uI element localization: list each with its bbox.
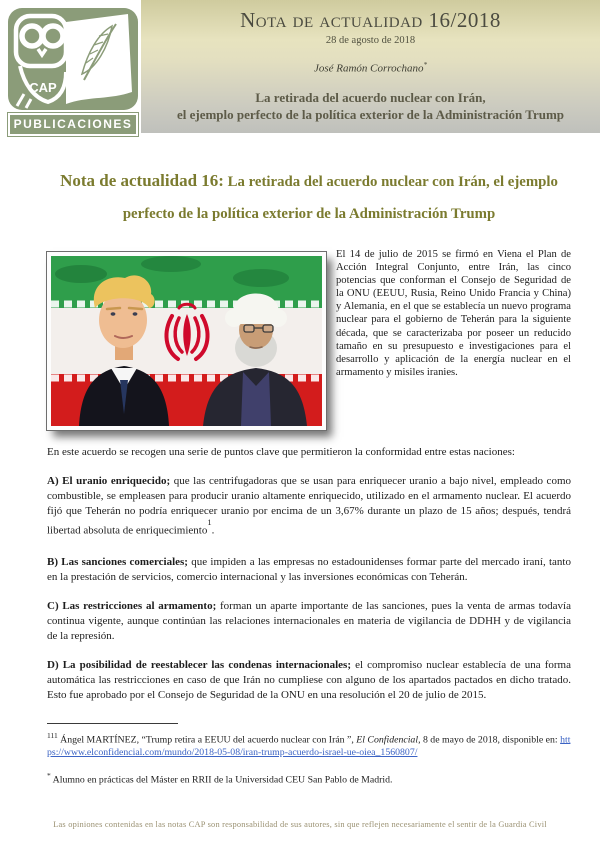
newsletter-title: Nota de actualidad 16/2018 bbox=[240, 8, 501, 32]
publicaciones-banner: PUBLICACIONES bbox=[8, 113, 138, 136]
header-subtitle-line2: el ejemplo perfecto de la política exterior de la Administración Trump bbox=[176, 106, 565, 122]
footnote-author-marker: * bbox=[47, 770, 51, 780]
cap-logo-square bbox=[8, 8, 138, 110]
footer-disclaimer: Las opiniones contenidas en las notas CAP son responsabilidad de sus autores, sin que reflejen necesariamente el sentir de la Guardia Civil bbox=[53, 820, 547, 829]
footnote-1-text: Ángel MARTÍNEZ, “Trump retira a EEUU del acuerdo nuclear con Irán ”, bbox=[57, 733, 357, 745]
intro-paragraph: El 14 de julio de 2015 se firmó en Viena el Plan de Acción Integral Conjunto, entre Irán, las cinco potencias que conforman el Consejo de Seguridad de la ONU (EEUU, Rusia, Reino Unido Francia y China) y Alemania, en el que se establecía un nuevo programa nuclear para el gobierno de Teherán para la siguiente década, que se caracterizaba por poseer un reducido tamaño en su presupuesto e investigaciones para el desarrollo y aplicación de la energía nuclear en el armamento y misiles iranies. bbox=[336, 249, 571, 378]
footnote-1-source: El Confidencial bbox=[356, 733, 419, 745]
cap-acronym: CAP bbox=[29, 80, 57, 95]
point-a-lead: A) El uranio enriquecido; bbox=[47, 475, 171, 487]
point-a-text: que las centrifugadoras que se usan para enriquecer uranio a bajo nivel, empleado como combustible, se empleasen para producir uranio altamente enriquecido, utilizado en el armamento nuclear. El acuerdo fijó que Teherán no podría enriquecer uranio por encima de un 3,67% durante un plazo de 15 años; después, tendrá libertad absoluta de enriquecimiento bbox=[47, 475, 571, 537]
footnote-author bbox=[47, 769, 571, 787]
flag-texture bbox=[141, 256, 201, 272]
author-name: José Ramón Corrochano bbox=[313, 62, 424, 75]
owl-beak bbox=[38, 49, 46, 55]
issue-date: 28 de agosto de 2018 bbox=[325, 35, 416, 46]
article-heading-rest: La retirada del acuerdo nuclear con Irán, el ejemplo perfecto de la política exterior de la Administración Trump bbox=[122, 174, 558, 222]
header-band bbox=[141, 0, 600, 133]
footnote-1-link[interactable]: https://www.elconfidencial.com/mundo/2018-05-08/iran-trump-acuerdo-israel-ue-oiea_1560807/ bbox=[47, 733, 571, 759]
article-heading bbox=[55, 163, 563, 227]
footnote-author-text: Alumno en prácticas del Máster en RRII de la Universidad CEU San Pablo de Madrid. bbox=[50, 774, 393, 786]
point-a-paragraph bbox=[47, 474, 571, 539]
point-d-paragraph bbox=[47, 658, 571, 703]
article-heading-lead: Nota de actualidad 16: bbox=[60, 171, 224, 190]
trump-rouhani-photo bbox=[47, 252, 326, 430]
lead-in-paragraph: En este acuerdo se recogen una serie de puntos clave que permitieron la conformidad entre estas naciones: bbox=[47, 446, 515, 458]
point-b-paragraph bbox=[47, 555, 571, 585]
point-d-lead: D) La posibilidad de reestablecer las condenas internacionales; bbox=[47, 658, 351, 671]
point-d-text: el compromiso nuclear establecía de una forma automática las restricciones en caso de que Irán no cumpliese con alguno de los apartados pactados en dicho tratado. Esto fue aprobado por el Consejo de Seguridad de la ONU en una resolución el 20 de julio de 2015. bbox=[47, 658, 571, 701]
footnote-ref-1: 1 bbox=[207, 517, 212, 527]
flag-texture bbox=[233, 269, 289, 287]
point-b-lead: B) Las sanciones comerciales; bbox=[47, 555, 188, 568]
owl-book-feather-icon bbox=[8, 8, 138, 110]
footnote-1 bbox=[47, 729, 571, 760]
point-a-tail: . bbox=[211, 524, 215, 537]
author-footnote-mark: * bbox=[423, 61, 428, 69]
footnote-separator bbox=[47, 723, 178, 724]
header-subtitle bbox=[141, 89, 600, 123]
owl-left-eye bbox=[22, 26, 42, 46]
header-subtitle-line1: La retirada del acuerdo nuclear con Irán, bbox=[255, 89, 486, 105]
article-body bbox=[47, 163, 571, 787]
owl-legs bbox=[17, 94, 31, 108]
flag-texture bbox=[55, 265, 107, 283]
point-c-paragraph bbox=[47, 599, 571, 644]
cap-publicaciones-logo bbox=[8, 8, 140, 136]
point-b-text: que impiden a las empresas no estadounidenses formar parte del mercado iraní, tanto en la prestación de servicios, comercio internacional y las inversiones económicas con Teherán. bbox=[47, 555, 571, 583]
iran-flag-graphic bbox=[51, 256, 322, 426]
owl-right-eye bbox=[43, 26, 63, 46]
author-byline bbox=[141, 61, 600, 75]
footnote-1-marker: 111 bbox=[47, 730, 58, 740]
point-c-text: forman un aparte importante de las sanciones, pues la venta de armas todavía continua vigente, aunque continúan las relaciones internacionales en materia de vigilancia de DDHH y de vigilancia de la represión. bbox=[47, 599, 571, 642]
intro-row bbox=[47, 248, 571, 430]
footnote-1-text-after: , 8 de mayo de 2018, disponible en: bbox=[418, 733, 561, 745]
point-c-lead: C) Las restricciones al armamento; bbox=[47, 599, 217, 612]
